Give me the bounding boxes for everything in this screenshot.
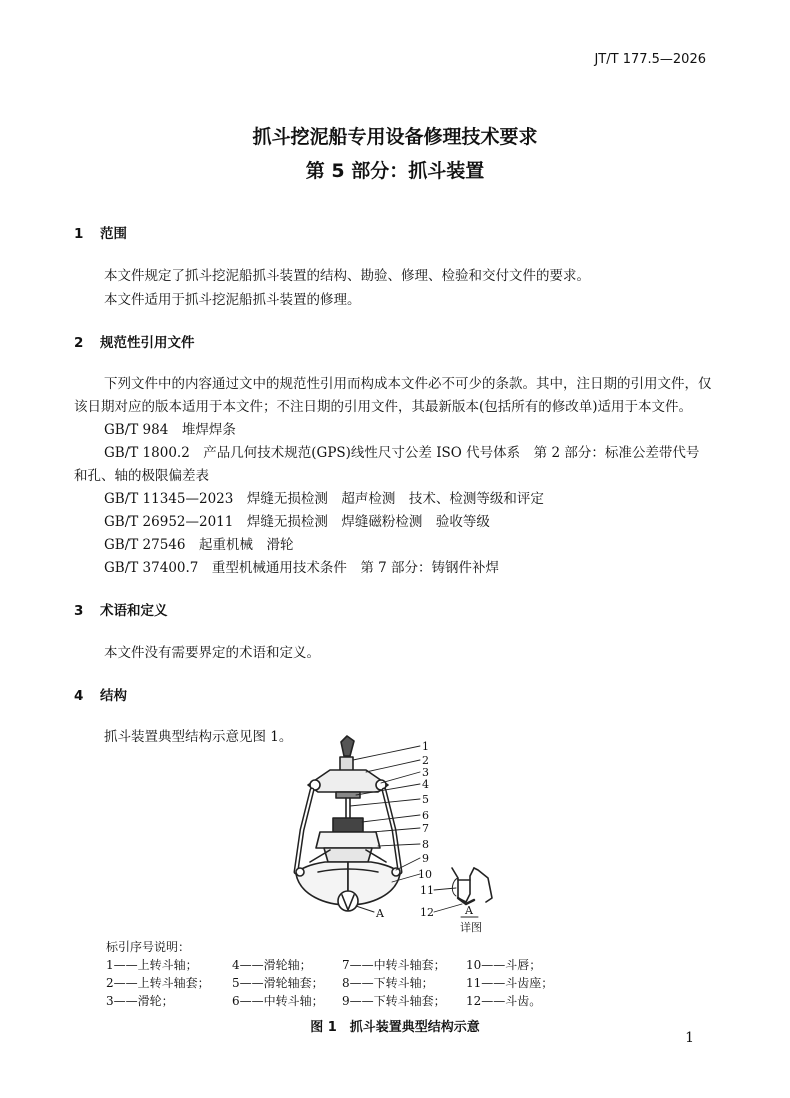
detail-marker: A xyxy=(376,907,384,920)
hoist-hook xyxy=(341,736,354,756)
callout-number: 3 xyxy=(422,766,429,779)
paragraph: 本文件规定了抓斗挖泥船抓斗装置的结构、勘验、修理、检验和交付文件的要求。 xyxy=(104,268,590,284)
callout-number: 7 xyxy=(422,822,429,835)
callout-number: 9 xyxy=(422,852,429,865)
legend-item: 5——滑轮轴套； xyxy=(232,976,324,990)
reference-item: GB/T 27546 起重机械 滑轮 xyxy=(104,537,294,553)
middle-hinge-block xyxy=(324,848,372,862)
callout-leader xyxy=(381,772,420,783)
callout-number: 5 xyxy=(422,793,429,806)
reference-item: GB/T 37400.7 重型机械通用技术条件 第 7 部分：铸钢件补焊 xyxy=(104,560,500,576)
section-title: 范围 xyxy=(100,226,127,242)
detail-tooth-seat xyxy=(452,868,474,902)
legend-item: 11——斗齿座； xyxy=(466,976,554,990)
section-number: 4 xyxy=(74,688,84,704)
section-title: 规范性引用文件 xyxy=(100,335,195,351)
lower-pin-left xyxy=(296,868,304,876)
callout-number: 10 xyxy=(418,868,432,881)
middle-crossbeam xyxy=(316,832,380,848)
detail-lip-outline xyxy=(474,868,492,902)
reference-item: GB/T 11345—2023 焊缝无损检测 超声检测 技术、检测等级和评定 xyxy=(104,491,544,507)
legend-item: 3——滑轮； xyxy=(106,994,174,1008)
legend-item: 10——斗唇； xyxy=(466,958,542,972)
lower-pulley-assembly xyxy=(333,818,363,832)
callout-number: 6 xyxy=(422,809,429,822)
detail-a-leader xyxy=(356,906,374,912)
callout-number: 8 xyxy=(422,838,429,851)
reference-item: GB/T 26952—2011 焊缝无损检测 焊缝磁粉检测 验收等级 xyxy=(104,514,490,530)
section-number: 3 xyxy=(74,603,84,619)
paragraph: 本文件没有需要界定的术语和定义。 xyxy=(104,645,320,661)
callout-number: 1 xyxy=(422,740,429,753)
legend-item: 1——上转斗轴； xyxy=(106,958,198,972)
legend-item: 12——斗齿。 xyxy=(466,994,542,1008)
section-number: 1 xyxy=(74,226,84,242)
document-title: 抓斗挖泥船专用设备修理技术要求 xyxy=(252,126,538,148)
legend-item: 9——下转斗轴套； xyxy=(342,994,446,1008)
paragraph: 本文件适用于抓斗挖泥船抓斗装置的修理。 xyxy=(104,292,361,308)
legend-item: 4——滑轮轴； xyxy=(232,958,312,972)
legend-item: 6——中转斗轴； xyxy=(232,994,324,1008)
callout-leader xyxy=(366,760,420,772)
section-title: 结构 xyxy=(100,688,127,704)
legend-item: 8——下转斗轴； xyxy=(342,976,434,990)
legend-item: 2——上转斗轴套； xyxy=(106,976,210,990)
legend-item: 7——中转斗轴套； xyxy=(342,958,446,972)
reference-item: GB/T 1800.2 产品几何技术规范(GPS)线性尺寸公差 ISO 代号体系 第 2 部分：标准公差带代号 xyxy=(104,445,700,461)
paragraph: 抓斗装置典型结构示意见图 1。 xyxy=(104,729,293,745)
callout-number: 4 xyxy=(422,778,429,791)
upper-crossbeam xyxy=(308,770,388,792)
reference-item: 和孔、轴的极限偏差表 xyxy=(74,468,209,484)
section-number: 2 xyxy=(74,335,84,351)
paragraph: 下列文件中的内容通过文中的规范性引用而构成本文件必不可少的条款。其中，注日期的引用文件，仅 xyxy=(104,376,712,392)
callout-leader xyxy=(378,844,420,846)
lower-pin-right xyxy=(392,868,400,876)
callout-number: 12 xyxy=(420,906,434,919)
callout-number: 11 xyxy=(420,884,434,897)
reference-item: GB/T 984 堆焊焊条 xyxy=(104,422,236,438)
page-number: 1 xyxy=(685,1030,694,1046)
figure-caption: 图 1 抓斗装置典型结构示意 xyxy=(310,1020,480,1035)
paragraph: 该日期对应的版本适用于本文件；不注日期的引用文件，其最新版本(包括所有的修改单)适用于本文件。 xyxy=(74,399,693,415)
detail-label: A xyxy=(465,904,473,917)
callout-leader xyxy=(353,746,420,760)
section-title: 术语和定义 xyxy=(100,603,168,619)
callout-number: 2 xyxy=(422,754,429,767)
detail-caption: 详图 xyxy=(460,921,482,934)
legend-title: 标引序号说明： xyxy=(106,940,191,954)
detail-hatch xyxy=(452,878,458,896)
document-code: JT/T 177.5—2026 xyxy=(594,52,706,67)
callout-leader xyxy=(434,904,462,912)
document-subtitle: 第 5 部分：抓斗装置 xyxy=(305,160,485,182)
